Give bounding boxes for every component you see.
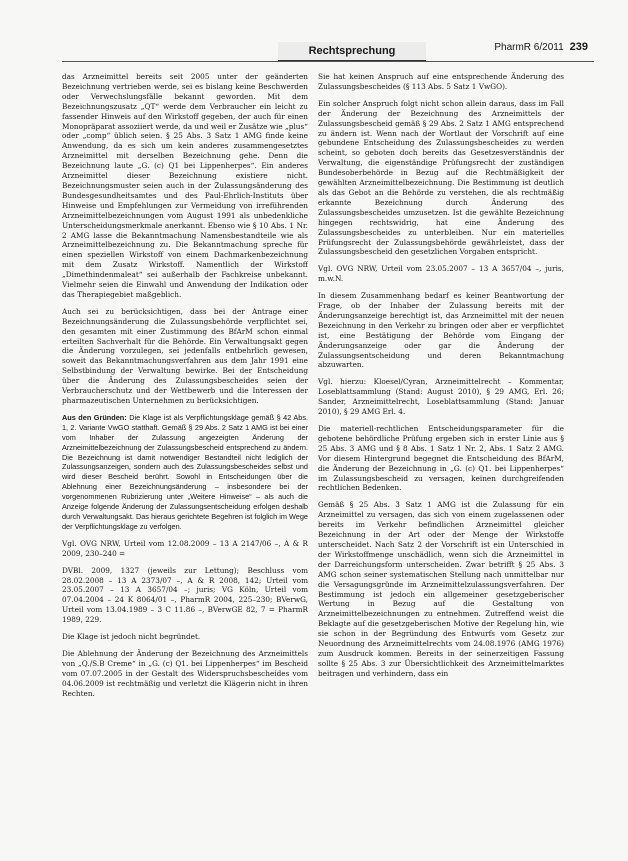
citation: DVBl. 2009, 1327 (jeweils zur Lettung); Beschluss vom 28.02.2008 – 13 A 2373/07 –, A & R 2008, 142; Urteil vom 23.05.2007 – 13 A 3657/04 –; juris; VG Köln, Urteil vom 07.04.2004 – 24 K 8064/01 –, PharmR 2004, 225–230; BVerwG, Urteil vom 13.04.1989 – 3 C 11.86 –, BVerwGE 82, 7 = PharmR 1989, 229.: [62, 565, 308, 625]
left-column: [62, 72, 308, 842]
paragraph: Gemäß § 25 Abs. 3 Satz 1 AMG ist die Zulassung für ein Arzneimittel zu versagen, das sich von einem zugelassenen oder bereits im Verkehr befindlichen Arzneimittel gleicher Bezeichnung in der Art oder der Menge der Wirkstoffe unterscheidet. Nach Satz 2 der Vorschrift ist ein Unterschied in der Wirkstoffmenge unschädlich, wenn sich die Arzneimittel in der Darreichungsform unterscheiden. Zwar betrifft § 25 Abs. 3 AMG schon seiner systematischen Stellung nach unmittelbar nur die Versagungsgründe im Arzneimittelzulassungsverfahren. Der Bestimmung ist jedoch ein allgemeiner gesetzgeberischer Wertung in Bezug auf die Gestaltung von Arzneimittelbezeichnungen zu entnehmen. Zutreffend weist die Beklagte auf die gesetzgeberischen Motive der Regelung hin, wie sie schon in der Begründung des Entwurfs vom Gesetz zur Neuordnung des Arzneimittelrechts vom 24.08.1976 (AMG 1976) zum Ausdruck kommen. Bereits in der seinerzeitigen Fassung sollte § 25 Abs. 3 zur Übersichtlichkeit des Arzneimittelmarktes beitragen und verhindern, dass ein: [318, 500, 564, 678]
citation: Vgl. hierzu: Kloesel/Cyran, Arzneimittelrecht – Kommentar, Loseblattsammlung (Stand: August 2010), § 29 AMG, Erl. 26; Sander, Arzneimittelrecht, Loseblattsammlung (Stand: Januar 2010), § 29 AMG Erl. 4.: [318, 377, 564, 417]
page-number: 239: [569, 41, 588, 53]
paragraph: Ein solcher Anspruch folgt nicht schon allein daraus, dass im Fall der Änderung der Bezeichnung des Arzneimittels der Zulassungsbescheid gemäß § 29 Abs. 2 Satz 1 AMG entsprechend zu ändern ist. Wenn nach der Wortlaut der Vorschrift auf eine gebundene Entscheidung des Zulassungsbescheides zu werden scheint, so geboten doch bereits das Gesetzesverständnis der Verwaltung, die eigenständige Prüfungsrecht der zuständigen Bundesoberbehörde in Bezug auf die Rechtmäßigkeit der gewählten Arzneimittelbezeichnung. Die Bestimmung ist deutlich als das Gebot an die Behörde zu verstehen, die als rechtmäßig erkannte Bezeichnung durch Änderung des Zulassungsbescheides umzusetzen. Ist die gewählte Bezeichnung hingegen rechtswidrig, hat eine Änderung des Zulassungsbescheides zu unterbleiben. Nur ein materielles Prüfungsrecht der Zulassungsbehörde gewährleistet, dass der Zulassungsbescheid den gesetzlichen Vorgaben entspricht.: [318, 98, 564, 257]
journal-name: PharmR 6/2011: [494, 42, 564, 53]
paragraph: Die Ablehnung der Änderung der Bezeichnung des Arzneimittels von „Q./S.B Creme“ in „G. (c) Q1. bei Lippenherpes“ im Bescheid vom 07.07.2005 in der Gestalt des Widerspruchsbescheides vom 04.06.2009 ist rechtmäßig und verletzt die Klägerin nicht in ihren Rechten.: [62, 648, 308, 698]
header-rule: [62, 61, 594, 62]
grounds-text: Die Klage ist als Verpflichtungsklage gemäß § 42 Abs. 1, 2. Variante VwGO statthaft. Gemäß § 29 Abs. 2 Satz 1 AMG ist bei einer vom Inhaber der Zulassung angezeigten Änderung der Arzneimittelbezeichnung der Zulassungsbescheid entsprechend zu ändern. Die Bezeichnung ist damit notwendiger Bestandteil nicht lediglich der Zulassungsanzeigen, sondern auch des Zulassungsbescheides selbst und wird dieser Bescheid berührt. Sowohl in Entscheidungen über die Ablehnung einer Bezeichnungsänderung – insbesondere bei der vorgenommenen Rubrizierung unter „Weitere Hinweise“ – als auch die Anzeige folgende Änderung der Zulassungsentscheidung erfolgen deshalb durch Verwaltungsakt. Das hieraus gerichtete Begehren ist folglich im Wege der Verpflichtungsklage zu verfolgen.: [62, 412, 308, 531]
paragraph: das Arzneimittel bereits seit 2005 unter der geänderten Bezeichnung vertrieben werde, sei es bislang keine Beschwerden oder Verwechslungsfälle bekannt geworden. Mit dem Bezeichnungszusatz „QT“ werde dem Verbraucher ein leicht zu fassender Hinweis auf den Wirkstoff gegeben, der auch für einen Monopräparat assoziiert werde, da und weil er Zusätze wie „plus“ oder „comp“ üblich seien. § 25 Abs. 3 Satz 1 AMG finde keine Anwendung, da es sich um kein anderes zusammengesetztes Arzneimittel mit derselben Bezeichnung gehe. Denn die Bezeichnung laute „G. (c) Q1 bei Lippenherpes“. Ein anderes Arzneimittel dieser Bezeichnung existiere nicht. Bezeichnungsmuster seien auch in der Zulassungsänderung des Bundesgesundheitsamtes und des Paul-Ehrlich-Instituts über Hinweise und Empfehlungen zur Vermeidung von irreführenden Arzneimittelbezeichnungen vom August 1991 als unbedenkliche Unterscheidungsmerkmale anerkannt. Ebenso wie § 10 Abs. 1 Nr. 2 AMG lasse die Bekanntmachung Namensbestandteile wie als Arzneimittelbezeichnung zu. Die Bekanntmachung spreche für einen speziellen Wirkstoff von einem Dachmarkenbezeichnung mit dem Zusatz Wirkstoff. Namentlich der Wirkstoff „Dimethindenmaleat“ sei außerhalb der Fachkreise unbekannt. Vielmehr seien die Einwahl und Anwendung der Indikation oder das Therapiegebiet maßgeblich.: [62, 72, 308, 299]
paragraph: Die materiell-rechtlichen Entscheidungsparameter für die gebotene behördliche Prüfung ergeben sich in erster Linie aus § 25 Abs. 3 AMG und § 8 Abs. 1 Satz 1 Nr. 2, Abs. 1 Satz 2 AMG. Vor diesem Hintergrund begegnet die Entscheidung des BfArM, die Änderung der Bezeichnung in „G. (c) Q1. bei Lippenherpes“ im Zulassungsbescheid zu versagen, keinen durchgreifenden rechtlichen Bedenken.: [318, 424, 564, 493]
journal-reference: [494, 41, 588, 53]
grounds-paragraph: [62, 413, 308, 532]
paragraph: Sie hat keinen Anspruch auf eine entsprechende Änderung des Zulassungsbescheides (§ 113 Abs. 5 Satz 1 VwGO).: [318, 72, 564, 91]
section-title: Rechtsprechung: [278, 42, 426, 61]
page-header: [62, 36, 594, 62]
grounds-heading: Aus den Gründen:: [62, 412, 127, 422]
paragraph: Die Klage ist jedoch nicht begründet.: [62, 632, 201, 642]
citation: Vgl. OVG NRW, Urteil vom 23.05.2007 – 13 A 3657/04 –, juris, m.w.N.: [318, 264, 564, 284]
paragraph: In diesem Zusammenhang bedarf es keiner Beantwortung der Frage, ob der Inhaber der Zulassung bereits mit der Änderungsanzeige berechtigt ist, das Arzneimittel mit der neuen Bezeichnung in den Verkehr zu bringen oder aber er verpflichtet ist, eine Bestätigung der Behörde vom Eingang der Änderungsanzeige oder gar die Änderung der Zulassungsentscheidung und deren Bekanntmachung abzuwarten.: [318, 291, 564, 370]
right-column: [318, 72, 564, 842]
citation: Vgl. OVG NRW, Urteil vom 12.08.2009 – 13 A 2147/06 –, A & R 2009, 230–240 =: [62, 538, 308, 558]
paragraph: Auch sei zu berücksichtigen, dass bei der Antrage einer Bezeichnungsänderung die Zulassungsbehörde verpflichtet sei, den gesamten mit einer Zustimmung des BfArM schon einmal erteilten Sachverhalt für die Behörde. Ein Verwaltungsakt gegen die Änderung vorzulegen, sei jedenfalls entbehrlich gewesen, soweit das Bekanntmachungsverfahren aus dem Jahr 1991 eine Selbstbindung der Verwaltung bewirke. Bei der Entscheidung über die Änderung des Zulassungsbescheides seien der Verbraucherschutz und der Wettbewerb und die Interessen der pharmazeutischen Unternehmen zu berücksichtigen.: [62, 306, 308, 405]
